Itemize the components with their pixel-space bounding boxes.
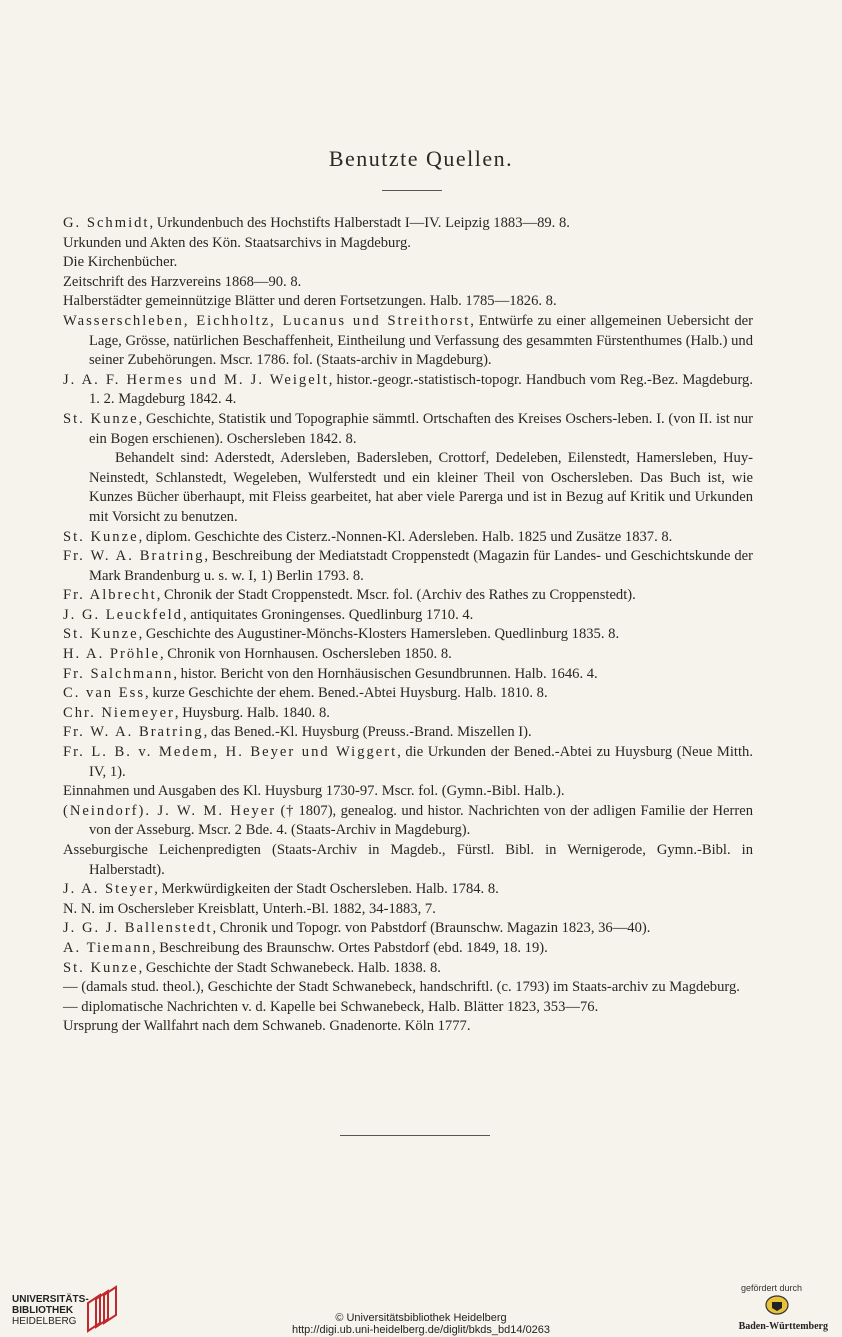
entry-author: St. Kunze [63, 959, 139, 976]
bibliography-entry [63, 900, 753, 920]
entry-text: , antiquitates Groningenses. Quedlinburg 1710. 4. [182, 606, 474, 623]
entry-author: Fr. L. B. v. Medem, H. Beyer und Wiggert [63, 744, 398, 761]
bibliography-entry [63, 998, 753, 1018]
bibliography-entry [63, 528, 753, 548]
entry-text: , Huysburg. Halb. 1840. 8. [174, 704, 330, 721]
bibliography-entry [63, 253, 753, 273]
entry-author: Wasserschleben, Eichholtz, Lucanus und Streithorst [63, 312, 471, 329]
entry-text: N. N. im Oschersleber Kreisblatt, Unterh.-Bl. 1882, 34-1883, 7. [63, 900, 436, 917]
entry-text: , das Bened.-Kl. Huysburg (Preuss.-Brand. Miszellen I). [203, 724, 532, 741]
bibliography-entry [63, 743, 753, 782]
entry-text: , Geschichte, Statistik und Topographie sämmtl. Ortschaften des Kreises Oschers-leben. I. (von II. ist nur ein Bogen erschienen). Oschersleben 1842. 8. [89, 410, 754, 447]
footer [0, 1280, 842, 1337]
bibliography-entry [63, 1017, 753, 1037]
bibliography-entry [63, 665, 753, 685]
entry-author: J. G. J. Ballenstedt [63, 920, 213, 937]
entry-text: , kurze Geschichte der ehem. Bened.-Abtei Huysburg. Halb. 1810. 8. [145, 685, 548, 702]
bibliography-entry [63, 704, 753, 724]
entry-text: , histor. Bericht von den Hornhäusischen Gesundbrunnen. Halb. 1646. 4. [173, 665, 598, 682]
entry-text: , Entwürfe zu einer allgemeinen Uebersicht der Lage, Grösse, natürlichen Beschaffenheit, Eintheilung und Verfassung des gesammten Fürstenthumes (Halb.) und seiner Zubehörungen. Mscr. 1786. fol. (Staats-archiv in Magdeburg). [89, 312, 753, 369]
bibliography-entry [63, 606, 753, 626]
bibliography-entry [63, 802, 753, 841]
page-title: Benutzte Quellen. [328, 146, 514, 171]
bibliography-entry [63, 234, 753, 254]
entry-text: , Urkundenbuch des Hochstifts Halberstadt I—IV. Leipzig 1883—89. 8. [149, 215, 570, 231]
bibliography-entry [63, 684, 753, 704]
entry-author: (Neindorf). J. W. M. Heyer [63, 802, 277, 819]
bibliography-entry [63, 371, 753, 410]
funded-by-label: gefördert durch [740, 1283, 802, 1293]
entry-author: Fr. Salchmann [63, 665, 174, 682]
entry-author: A. Tiemann [63, 939, 152, 956]
copyright-block [0, 1312, 842, 1336]
entry-author: J. A. Steyer [63, 881, 155, 898]
library-name-line3: HEIDELBERG [12, 1316, 77, 1327]
bibliography-entry [63, 880, 753, 900]
entry-author: St. Kunze [63, 410, 139, 427]
bibliography-entry [63, 410, 753, 449]
title-divider [382, 190, 442, 191]
entry-text: Halberstädter gemeinnützige Blätter und deren Fortsetzungen. Halb. 1785—1826. 8. [63, 293, 557, 310]
entry-text: Die Kirchenbücher. [63, 254, 178, 271]
entry-text: , Beschreibung des Braunschw. Ortes Pabstdorf (ebd. 1849, 18. 19). [151, 939, 548, 956]
entry-text: , Merkwürdigkeiten der Stadt Oschersleben. Halb. 1784. 8. [154, 881, 499, 898]
library-name-line1: UNIVERSITÄTS- [12, 1294, 89, 1305]
entry-text: , Geschichte des Augustiner-Mönchs-Klosters Hamersleben. Quedlinburg 1835. 8. [138, 626, 620, 643]
entry-text: — (damals stud. theol.), Geschichte der Stadt Schwanebeck, handschriftl. (c. 1793) im Staats-archiv zu Magdeburg. [63, 979, 740, 996]
entry-author: St. Kunze [63, 626, 139, 643]
entry-text: , Beschreibung der Mediatstadt Croppenstedt (Magazin für Landes- und Geschichtskunde der Mark Brandenburg u. s. w. I, 1) Berlin 1793. 8. [89, 548, 754, 584]
entry-text: Einnahmen und Ausgaben des Kl. Huysburg 1730-97. Mscr. fol. (Gymn.-Bibl. Halb.). [63, 783, 565, 800]
end-divider [340, 1135, 490, 1136]
entry-text: , histor.-geogr.-statistisch-topogr. Handbuch vom Reg.-Bez. Magdeburg. 1. 2. Magdeburg 1842. 4. [89, 371, 753, 408]
entry-note [63, 449, 753, 527]
entry-text: († 1807), genealog. und histor. Nachrichten von der adligen Familie der Herren von der Asseburg. Mscr. 2 Bde. 4. (Staats-Archiv in Magdeburg). [89, 802, 753, 839]
entry-text: — diplomatische Nachrichten v. d. Kapelle bei Schwanebeck, Halb. Blätter 1823, 353—76. [63, 998, 599, 1015]
copyright-text: © Universitätsbibliothek Heidelberg [335, 1312, 507, 1324]
entry-text: Urkunden und Akten des Kön. Staatsarchivs in Magdeburg. [63, 234, 411, 251]
entry-text: , diplom. Geschichte des Cisterz.-Nonnen-Kl. Adersleben. Halb. 1825 und Zusätze 1837. 8. [138, 528, 673, 545]
entry-author: H. A. Pröhle [63, 646, 160, 663]
entry-text: Ursprung der Wallfahrt nach dem Schwaneb. Gnadenorte. Köln 1777. [63, 1018, 471, 1035]
bibliography-entry [63, 723, 753, 743]
entry-text: , Chronik der Stadt Croppenstedt. Mscr. fol. (Archiv des Rathes zu Croppenstedt). [156, 587, 636, 604]
entry-author: J. A. F. Hermes und M. J. Weigelt [63, 371, 329, 388]
bibliography-entry [63, 841, 753, 880]
funder-name: Baden-Württemberg [738, 1321, 828, 1332]
bibliography-entry [63, 919, 753, 939]
entry-author: G. Schmidt [63, 215, 150, 231]
entry-text: , Chronik von Hornhausen. Oschersleben 1850. 8. [159, 646, 452, 663]
entry-author: St. Kunze [63, 528, 139, 545]
entry-author: Fr. W. A. Bratring [63, 548, 205, 565]
bibliography-entry [63, 978, 753, 998]
entry-text: Asseburgische Leichenpredigten (Staats-Archiv in Magdeb., Fürstl. Bibl. in Wernigerode, Gymn.-Bibl. in Halberstadt). [63, 842, 753, 878]
permalink[interactable]: http://digi.ub.uni-heidelberg.de/diglit/bkds_bd14/0263 [291, 1324, 551, 1336]
entry-text: , die Urkunden der Bened.-Abtei zu Huysburg (Neue Mitth. IV, 1). [89, 744, 753, 780]
bibliography-entry [63, 645, 753, 665]
entry-author: Fr. W. A. Bratring [63, 724, 204, 741]
entry-author: C. van Ess [63, 685, 146, 702]
entry-text: Behandelt sind: Aderstedt, Adersleben, Badersleben, Crottorf, Dedeleben, Eilenstedt, Hamersleben, Huy-Neinstedt, Schlanstedt, Wegeleben, Wulferstedt und ein kleiner Theil von Oschersleben. Das Buch ist, wie Kunzes Bücher überhaupt, mit Fleiss gearbeitet, hat aber viele Parerga und ist in Bezug auf Kritik und Urkunden mit Vorsicht zu benutzen. [89, 450, 753, 525]
source-list [63, 214, 753, 1037]
bibliography-entry [63, 959, 753, 979]
entry-text: , Chronik und Topogr. von Pabstdorf (Braunschw. Magazin 1823, 36—40). [212, 920, 651, 937]
library-name-line2: BIBLIOTHEK [12, 1305, 74, 1316]
entry-author: J. G. Leuckfeld [63, 606, 183, 623]
funder-seal-icon [764, 1294, 790, 1316]
bibliography-entry [63, 586, 753, 606]
entry-text: Zeitschrift des Harzvereins 1868—90. 8. [63, 273, 302, 290]
bibliography-entry [63, 547, 753, 586]
entry-author: Fr. Albrecht [63, 587, 157, 604]
bibliography-entry [63, 214, 753, 234]
bibliography-entry [63, 312, 753, 371]
bibliography-entry [63, 782, 753, 802]
bibliography-entry [63, 625, 753, 645]
bibliography-entry [63, 292, 753, 312]
bibliography-entry [63, 273, 753, 293]
entry-author: Chr. Niemeyer [63, 704, 175, 721]
entry-text: , Geschichte der Stadt Schwanebeck. Halb. 1838. 8. [138, 959, 441, 976]
bibliography-entry [63, 939, 753, 959]
